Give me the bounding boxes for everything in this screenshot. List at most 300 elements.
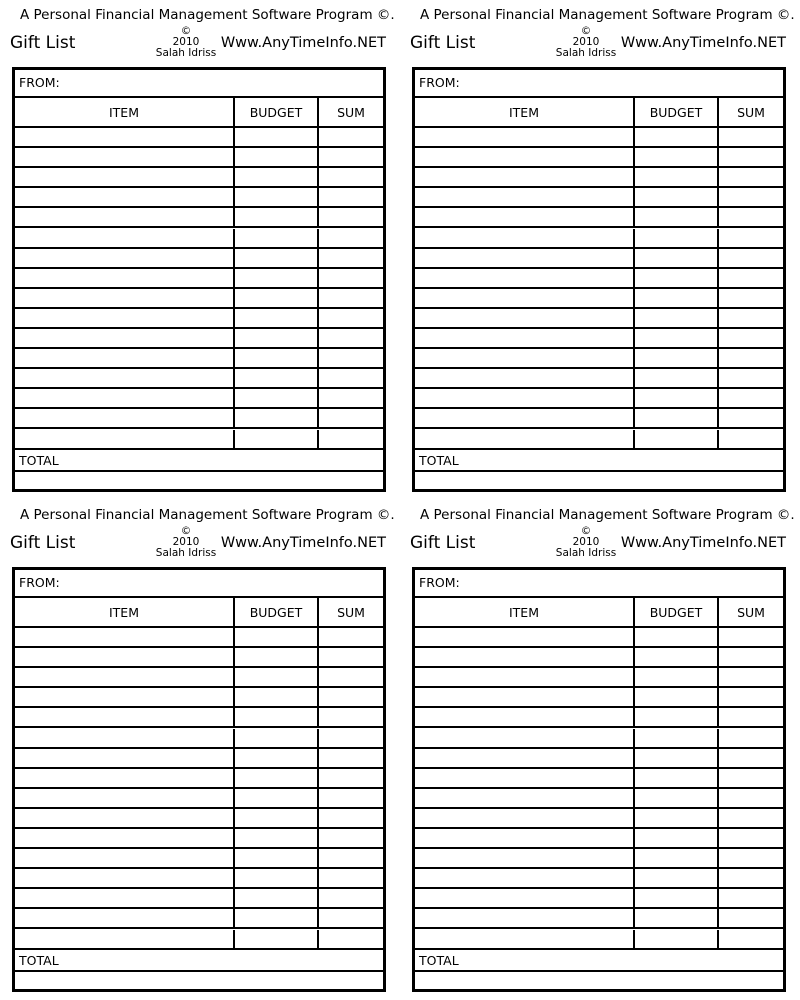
budget-cell[interactable] (635, 188, 719, 206)
budget-cell[interactable] (235, 389, 319, 407)
item-cell[interactable] (415, 148, 635, 166)
sum-cell[interactable] (319, 168, 383, 186)
column-header-sum: SUM (737, 604, 765, 620)
sum-cell[interactable] (719, 648, 783, 666)
list-title: Gift List (410, 33, 476, 53)
sum-cell[interactable] (319, 628, 383, 646)
budget-cell[interactable] (235, 249, 319, 267)
table-row (415, 269, 783, 289)
item-cell[interactable] (15, 809, 235, 827)
sum-cell[interactable] (719, 409, 783, 427)
sum-cell[interactable] (319, 749, 383, 767)
item-cell[interactable] (15, 208, 235, 226)
budget-cell[interactable] (235, 930, 319, 948)
budget-cell[interactable] (635, 329, 719, 347)
sum-cell[interactable] (719, 889, 783, 907)
table-row (415, 188, 783, 208)
item-cell[interactable] (415, 909, 635, 927)
sum-cell[interactable] (319, 729, 383, 747)
item-cell[interactable] (15, 729, 235, 747)
card-header (410, 500, 795, 568)
item-cell[interactable] (415, 769, 635, 787)
item-cell[interactable] (415, 430, 635, 448)
budget-cell[interactable] (635, 769, 719, 787)
table-row (415, 769, 783, 789)
item-cell[interactable] (15, 128, 235, 146)
table-row (15, 329, 383, 349)
total-row (415, 450, 783, 472)
table-row (415, 930, 783, 950)
item-cell[interactable] (15, 309, 235, 327)
sum-cell[interactable] (319, 889, 383, 907)
sum-cell[interactable] (319, 128, 383, 146)
item-cell[interactable] (15, 889, 235, 907)
table-row (415, 829, 783, 849)
sum-cell[interactable] (719, 369, 783, 387)
sum-cell[interactable] (319, 269, 383, 287)
budget-cell[interactable] (635, 430, 719, 448)
from-label: FROM: (419, 75, 460, 90)
program-title: A Personal Financial Management Software Program ©. (20, 507, 395, 523)
budget-cell[interactable] (235, 289, 319, 307)
item-cell[interactable] (415, 688, 635, 706)
item-cell[interactable] (415, 409, 635, 427)
sum-cell[interactable] (719, 708, 783, 726)
budget-cell[interactable] (635, 809, 719, 827)
sum-cell[interactable] (319, 909, 383, 927)
sum-cell[interactable] (719, 668, 783, 686)
copyright-block (151, 526, 221, 559)
sum-cell[interactable] (319, 809, 383, 827)
budget-cell[interactable] (635, 849, 719, 867)
total-row (15, 450, 383, 472)
total-label: TOTAL (419, 952, 459, 968)
sum-cell[interactable] (719, 829, 783, 847)
table-row (415, 648, 783, 668)
budget-cell[interactable] (235, 369, 319, 387)
item-cell[interactable] (415, 309, 635, 327)
table-row (415, 148, 783, 168)
budget-cell[interactable] (635, 148, 719, 166)
list-title: Gift List (10, 33, 76, 53)
item-cell[interactable] (15, 849, 235, 867)
table-row (15, 789, 383, 809)
item-cell[interactable] (415, 229, 635, 247)
sum-cell[interactable] (319, 869, 383, 887)
budget-cell[interactable] (235, 809, 319, 827)
sum-cell[interactable] (719, 128, 783, 146)
item-cell[interactable] (415, 729, 635, 747)
column-header-item: ITEM (415, 598, 635, 626)
total-label: TOTAL (419, 452, 459, 468)
budget-cell[interactable] (235, 148, 319, 166)
sum-cell[interactable] (319, 329, 383, 347)
table-row (15, 309, 383, 329)
table-row (15, 628, 383, 648)
list-title: Gift List (410, 533, 476, 553)
budget-cell[interactable] (235, 708, 319, 726)
program-title: A Personal Financial Management Software Program ©. (20, 7, 395, 23)
copyright-year: 2010 (572, 36, 600, 48)
sum-cell[interactable] (719, 930, 783, 948)
sum-cell[interactable] (719, 249, 783, 267)
sum-cell[interactable] (319, 188, 383, 206)
item-cell[interactable] (415, 289, 635, 307)
item-cell[interactable] (415, 329, 635, 347)
item-cell[interactable] (415, 889, 635, 907)
table-row (15, 249, 383, 269)
sum-cell[interactable] (719, 769, 783, 787)
table-header (15, 598, 383, 628)
sum-cell[interactable] (719, 148, 783, 166)
item-cell[interactable] (415, 930, 635, 948)
budget-cell[interactable] (635, 208, 719, 226)
item-cell[interactable] (415, 628, 635, 646)
budget-cell[interactable] (635, 269, 719, 287)
table-row (415, 369, 783, 389)
item-cell[interactable] (15, 168, 235, 186)
sum-cell[interactable] (319, 289, 383, 307)
item-cell[interactable] (415, 809, 635, 827)
budget-cell[interactable] (235, 188, 319, 206)
total-value-row[interactable] (15, 472, 383, 489)
budget-cell[interactable] (235, 829, 319, 847)
sum-cell[interactable] (719, 329, 783, 347)
sum-cell[interactable] (719, 229, 783, 247)
budget-cell[interactable] (235, 208, 319, 226)
budget-cell[interactable] (635, 128, 719, 146)
sum-cell[interactable] (719, 188, 783, 206)
sum-cell[interactable] (319, 208, 383, 226)
item-cell[interactable] (415, 369, 635, 387)
gift-list-card (410, 0, 795, 492)
table-row (15, 349, 383, 369)
item-cell[interactable] (415, 128, 635, 146)
item-cell[interactable] (15, 829, 235, 847)
sum-cell[interactable] (319, 769, 383, 787)
sum-cell[interactable] (719, 389, 783, 407)
column-header-sum: SUM (337, 104, 365, 120)
item-cell[interactable] (15, 249, 235, 267)
from-row[interactable] (415, 570, 783, 598)
table-row (15, 409, 383, 429)
sum-cell[interactable] (319, 668, 383, 686)
sum-cell[interactable] (319, 349, 383, 367)
table-row (15, 208, 383, 228)
budget-cell[interactable] (635, 168, 719, 186)
item-cell[interactable] (415, 789, 635, 807)
website-link[interactable]: Www.AnyTimeInfo.NET (220, 35, 386, 51)
table-row (15, 769, 383, 789)
item-cell[interactable] (15, 708, 235, 726)
gift-list-card (10, 500, 395, 992)
table-row (15, 369, 383, 389)
sum-cell[interactable] (319, 430, 383, 448)
table-row (415, 389, 783, 409)
budget-cell[interactable] (635, 369, 719, 387)
author-name: Salah Idriss (555, 47, 617, 59)
table-row (15, 849, 383, 869)
item-cell[interactable] (15, 628, 235, 646)
author-name: Salah Idriss (155, 547, 217, 559)
item-cell[interactable] (15, 409, 235, 427)
program-title: A Personal Financial Management Software Program ©. (420, 507, 795, 523)
budget-cell[interactable] (635, 349, 719, 367)
table-row (415, 869, 783, 889)
budget-cell[interactable] (635, 409, 719, 427)
item-cell[interactable] (15, 229, 235, 247)
item-cell[interactable] (415, 749, 635, 767)
budget-cell[interactable] (235, 229, 319, 247)
column-header-sum: SUM (737, 104, 765, 120)
sum-cell[interactable] (719, 309, 783, 327)
budget-cell[interactable] (635, 389, 719, 407)
item-cell[interactable] (415, 349, 635, 367)
sum-cell[interactable] (719, 729, 783, 747)
table-row (15, 930, 383, 950)
list-title: Gift List (10, 533, 76, 553)
budget-cell[interactable] (635, 628, 719, 646)
table-header (415, 598, 783, 628)
budget-cell[interactable] (635, 229, 719, 247)
sum-cell[interactable] (319, 849, 383, 867)
table-row (415, 409, 783, 429)
budget-cell[interactable] (635, 668, 719, 686)
sum-cell[interactable] (719, 430, 783, 448)
budget-cell[interactable] (635, 708, 719, 726)
item-cell[interactable] (15, 688, 235, 706)
column-header-budget: BUDGET (635, 598, 719, 626)
table-row (415, 809, 783, 829)
copyright-year: 2010 (172, 536, 200, 548)
item-cell[interactable] (15, 269, 235, 287)
sum-cell[interactable] (319, 930, 383, 948)
sum-cell[interactable] (719, 168, 783, 186)
total-row (15, 950, 383, 972)
item-cell[interactable] (415, 269, 635, 287)
item-cell[interactable] (415, 208, 635, 226)
budget-cell[interactable] (235, 349, 319, 367)
table-row (15, 729, 383, 749)
sum-cell[interactable] (319, 409, 383, 427)
item-cell[interactable] (15, 289, 235, 307)
sum-cell[interactable] (319, 829, 383, 847)
budget-cell[interactable] (235, 889, 319, 907)
sum-cell[interactable] (719, 809, 783, 827)
from-row[interactable] (415, 70, 783, 98)
item-cell[interactable] (15, 389, 235, 407)
sum-cell[interactable] (319, 249, 383, 267)
sum-cell[interactable] (719, 749, 783, 767)
table-row (415, 329, 783, 349)
table-row (415, 208, 783, 228)
item-cell[interactable] (415, 389, 635, 407)
budget-cell[interactable] (235, 430, 319, 448)
sum-cell[interactable] (319, 789, 383, 807)
budget-cell[interactable] (635, 889, 719, 907)
budget-cell[interactable] (235, 869, 319, 887)
sum-cell[interactable] (319, 229, 383, 247)
item-cell[interactable] (415, 168, 635, 186)
budget-cell[interactable] (635, 648, 719, 666)
copyright-year: 2010 (172, 36, 200, 48)
budget-cell[interactable] (235, 648, 319, 666)
budget-cell[interactable] (635, 309, 719, 327)
budget-cell[interactable] (235, 168, 319, 186)
total-value-row[interactable] (415, 472, 783, 489)
sum-cell[interactable] (719, 789, 783, 807)
table-row (15, 289, 383, 309)
from-label: FROM: (19, 575, 60, 590)
budget-cell[interactable] (635, 789, 719, 807)
sum-cell[interactable] (719, 269, 783, 287)
table-header (15, 98, 383, 128)
budget-cell[interactable] (235, 909, 319, 927)
budget-cell[interactable] (235, 309, 319, 327)
budget-cell[interactable] (635, 289, 719, 307)
budget-cell[interactable] (235, 688, 319, 706)
column-header-budget: BUDGET (635, 98, 719, 126)
table-row (415, 789, 783, 809)
column-header-item: ITEM (415, 98, 635, 126)
sum-cell[interactable] (319, 648, 383, 666)
budget-cell[interactable] (635, 688, 719, 706)
budget-cell[interactable] (635, 749, 719, 767)
item-cell[interactable] (415, 648, 635, 666)
sum-cell[interactable] (719, 849, 783, 867)
copyright-block (551, 26, 621, 59)
copyright-block (551, 526, 621, 559)
budget-cell[interactable] (235, 749, 319, 767)
budget-cell[interactable] (635, 729, 719, 747)
table-row (415, 249, 783, 269)
sum-cell[interactable] (719, 628, 783, 646)
total-value-row[interactable] (15, 972, 383, 989)
table-row (15, 269, 383, 289)
budget-cell[interactable] (235, 769, 319, 787)
budget-cell[interactable] (635, 249, 719, 267)
budget-cell[interactable] (235, 729, 319, 747)
table-row (15, 430, 383, 450)
gift-table (412, 67, 786, 492)
budget-cell[interactable] (235, 128, 319, 146)
from-row[interactable] (15, 570, 383, 598)
item-cell[interactable] (15, 749, 235, 767)
budget-cell[interactable] (635, 909, 719, 927)
table-row (415, 128, 783, 148)
website-link[interactable]: Www.AnyTimeInfo.NET (220, 535, 386, 551)
website-link[interactable]: Www.AnyTimeInfo.NET (620, 35, 786, 51)
column-header-sum: SUM (337, 604, 365, 620)
sum-cell[interactable] (319, 708, 383, 726)
budget-cell[interactable] (635, 930, 719, 948)
table-row (15, 909, 383, 929)
table-row (415, 688, 783, 708)
item-cell[interactable] (15, 789, 235, 807)
sum-cell[interactable] (719, 909, 783, 927)
item-cell[interactable] (15, 668, 235, 686)
from-row[interactable] (15, 70, 383, 98)
sum-cell[interactable] (319, 369, 383, 387)
item-cell[interactable] (15, 869, 235, 887)
sum-cell[interactable] (319, 148, 383, 166)
item-cell[interactable] (415, 249, 635, 267)
item-cell[interactable] (15, 430, 235, 448)
table-row (15, 668, 383, 688)
item-cell[interactable] (415, 708, 635, 726)
item-cell[interactable] (415, 829, 635, 847)
sum-cell[interactable] (319, 688, 383, 706)
item-cell[interactable] (15, 769, 235, 787)
from-label: FROM: (19, 75, 60, 90)
budget-cell[interactable] (235, 329, 319, 347)
table-row (415, 909, 783, 929)
sum-cell[interactable] (719, 208, 783, 226)
from-label: FROM: (419, 575, 460, 590)
gift-table (12, 567, 386, 992)
item-cell[interactable] (415, 869, 635, 887)
table-row (415, 430, 783, 450)
item-cell[interactable] (15, 188, 235, 206)
column-header-budget: BUDGET (235, 598, 319, 626)
table-row (415, 708, 783, 728)
gift-list-card (410, 500, 795, 992)
total-label: TOTAL (19, 452, 59, 468)
table-row (15, 148, 383, 168)
table-row (15, 829, 383, 849)
budget-cell[interactable] (235, 269, 319, 287)
sum-cell[interactable] (319, 309, 383, 327)
table-row (15, 229, 383, 249)
table-row (415, 289, 783, 309)
budget-cell[interactable] (235, 628, 319, 646)
item-cell[interactable] (15, 148, 235, 166)
item-cell[interactable] (15, 329, 235, 347)
item-cell[interactable] (15, 930, 235, 948)
table-row (415, 889, 783, 909)
table-header (415, 98, 783, 128)
total-value-row[interactable] (415, 972, 783, 989)
table-row (15, 809, 383, 829)
website-link[interactable]: Www.AnyTimeInfo.NET (620, 535, 786, 551)
budget-cell[interactable] (235, 789, 319, 807)
table-row (15, 168, 383, 188)
item-cell[interactable] (15, 909, 235, 927)
budget-cell[interactable] (235, 849, 319, 867)
sum-cell[interactable] (719, 349, 783, 367)
total-label: TOTAL (19, 952, 59, 968)
sum-cell[interactable] (719, 688, 783, 706)
sum-cell[interactable] (319, 389, 383, 407)
column-header-item: ITEM (15, 98, 235, 126)
item-cell[interactable] (15, 648, 235, 666)
item-cell[interactable] (415, 849, 635, 867)
budget-cell[interactable] (235, 409, 319, 427)
sum-cell[interactable] (719, 289, 783, 307)
table-row (415, 668, 783, 688)
item-cell[interactable] (415, 668, 635, 686)
budget-cell[interactable] (635, 869, 719, 887)
item-cell[interactable] (15, 349, 235, 367)
sum-cell[interactable] (719, 869, 783, 887)
budget-cell[interactable] (235, 668, 319, 686)
item-cell[interactable] (15, 369, 235, 387)
item-cell[interactable] (415, 188, 635, 206)
table-row (415, 229, 783, 249)
budget-cell[interactable] (635, 829, 719, 847)
column-header-budget: BUDGET (235, 98, 319, 126)
table-row (415, 729, 783, 749)
